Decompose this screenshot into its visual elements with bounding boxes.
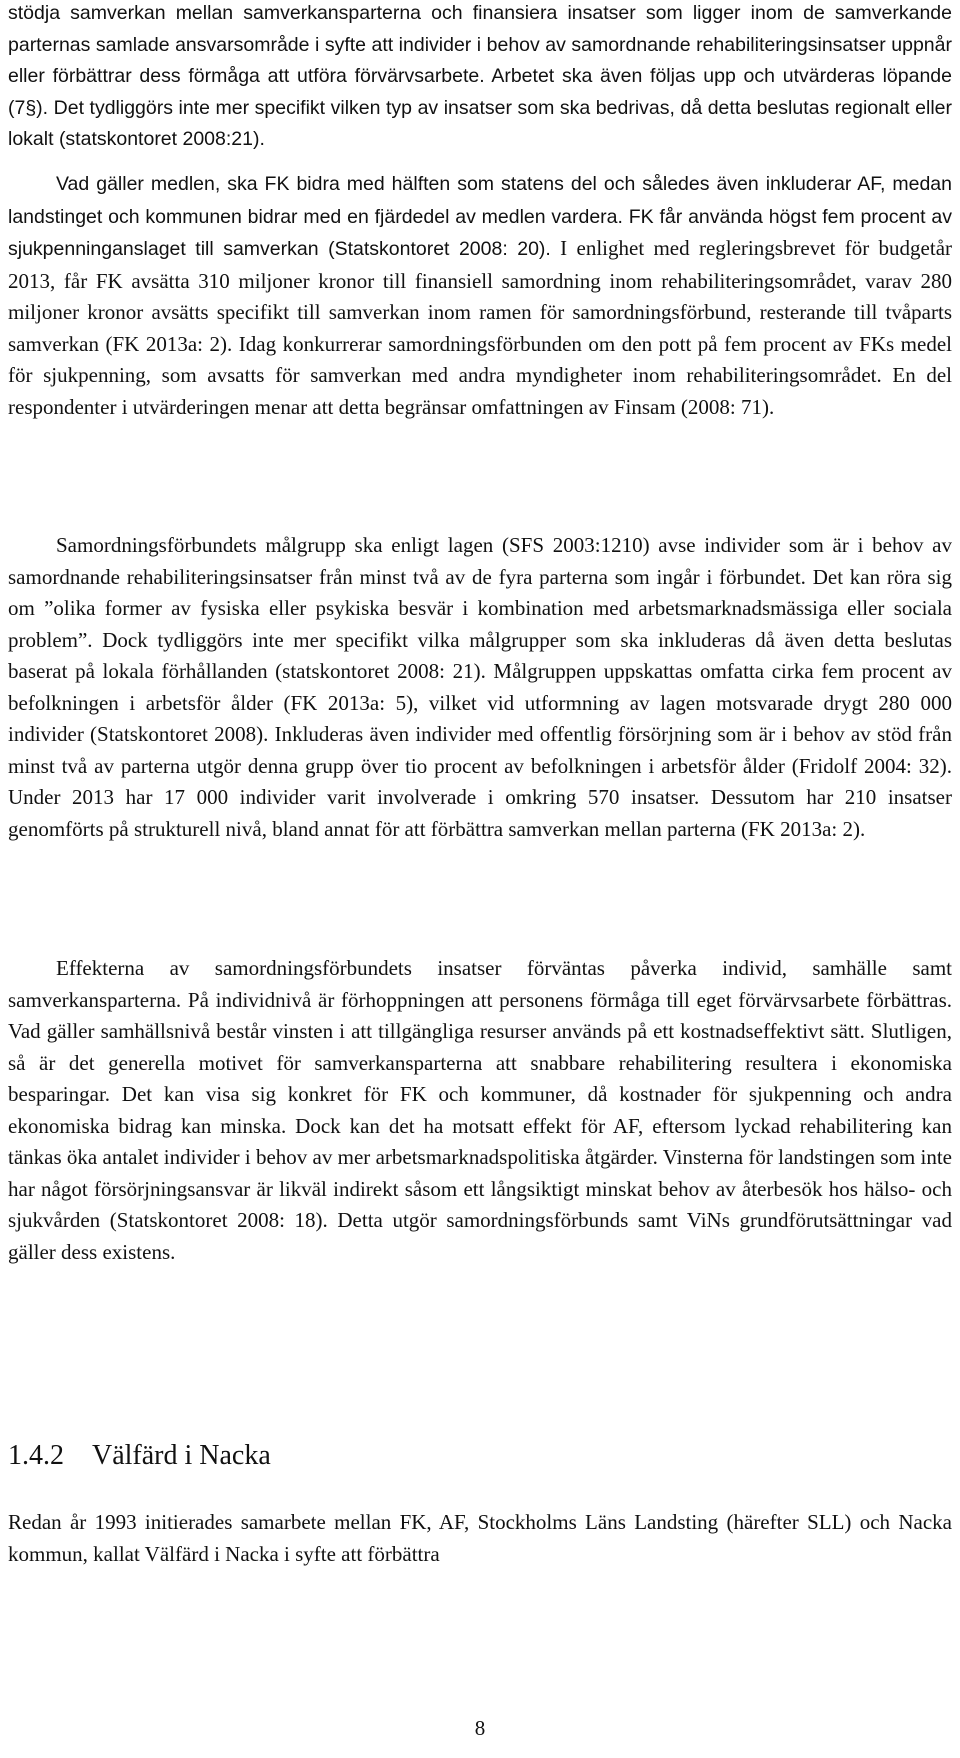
paragraph-3: Samordningsförbundets målgrupp ska enligt lagen (SFS 2003:1210) avse individer som är i behov av samordnande rehabiliteringsinsatser från minst två av de fyra parterna som ingår i förbundet. Det kan röra sig om ”olika former av fysiska eller psykiska besvär i kombination med arbetsmarknadsmässiga eller sociala problem”. Dock tydliggörs inte mer specifikt vilka målgrupper som ska inkluderas då även detta beslutas baserat på lokala förhållanden (statskontoret 2008: 21). Målgruppen uppskattas omfatta cirka fem procent av befolkningen i arbetsför ålder (FK 2013a: 5), vilket vid utformning av lagen motsvarade drygt 280 000 individer (Statskontoret 2008). Inkluderas även individer med offentlig försörjning som är i behov av stöd från minst två av parterna utgör denna grupp över tio procent av befolkningen i arbetsför ålder (Fridolf 2004: 32). Under 2013 har 17 000 individer varit involverade i omkring 570 insatser. Dessutom har 210 insatser genomförts på strukturell nivå, bland annat för att förbättra samverkan mellan parterna (FK 2013a: 2). [8,533,952,841]
paragraph-1 [8,0,952,156]
section-heading [8,1440,271,1472]
page-number: 8 [474,1716,486,1740]
paragraph-5: Redan år 1993 initierades samarbete mellan FK, AF, Stockholms Läns Landsting (härefter SLL) och Nacka kommun, kallat Välfärd i Nacka i syfte att förbättra [8,1510,952,1566]
paragraph-1-text: stödja samverkan mellan samverkansparterna och finansiera insatser som ligger inom de samverkande parternas samlade ansvarsområde i syfte att individer i behov av samordnande rehabiliteringsinsatser uppnår eller förbättrar dess förmåga att utföra förvärvsarbete. Arbetet ska även följas upp och utvärderas löpande (7§). Det tydliggörs inte mer specifikt vilken typ av insatser som ska bedrivas, då detta beslutas regionalt eller lokalt (statskontoret 2008:21). [8,2,952,150]
paragraph-2 [8,168,952,423]
paragraph-2-serif-text: I enlighet med regleringsbrevet för budgetår 2013, får FK avsätta 310 miljoner kronor till finansiell samordning inom rehabiliteringsområdet, varav 280 miljoner kronor avsätts specifikt till samverkan inom ramen för samordningsförbund, resterande till tvåparts samverkan (FK 2013a: 2). Idag konkurrerar samordningsförbunden om den pott på fem procent av FKs medel för sjukpenning, som avsatts för samverkan med andra myndigheter inom rehabiliteringsområdet. En del respondenter i utvärderingen menar att detta begränsar omfattningen av Finsam (2008: 71). [8,236,953,419]
section-title: Välfärd i Nacka [92,1440,271,1471]
paragraph-2-sans-text: Vad gäller medlen, ska FK bidra med hälften som statens del och således även inkluderar AF, medan landstinget och kommunen bidrar med en fjärdedel av medlen vardera. FK får använda högst fem procent av sjukpenninganslaget till samverkan (Statskontoret 2008: 20). [8,173,952,260]
paragraph-4: Effekterna av samordningsförbundets insatser förväntas påverka individ, samhälle samt samverkansparterna. På individnivå är förhoppningen att personens förmåga till eget förvärvsarbete förbättras. Vad gäller samhällsnivå består vinsten i att tillgängliga resurser används på ett kostnadseffektivt sätt. Slutligen, så är det generella motivet för samverkansparterna att snabbare rehabilitering resultera i ekonomiska besparingar. Det kan visa sig konkret för FK och kommuner, då kostnader för sjukpenning och andra ekonomiska bidrag kan minska. Dock kan det ha motsatt effekt för AF, eftersom lyckad rehabilitering kan tänkas öka antalet individer i behov av mer arbetsmarknadspolitiska åtgärder. Vinsterna för landstingen som inte har något försörjningsansvar är likväl indirekt såsom ett långsiktigt minskat behov av återbesök hos hälso- och sjukvården (Statskontoret 2008: 18). Detta utgör samordningsförbunds samt ViNs grundförutsättningar vad gäller dess existens. [8,956,952,1264]
section-number: 1.4.2 [8,1440,64,1471]
